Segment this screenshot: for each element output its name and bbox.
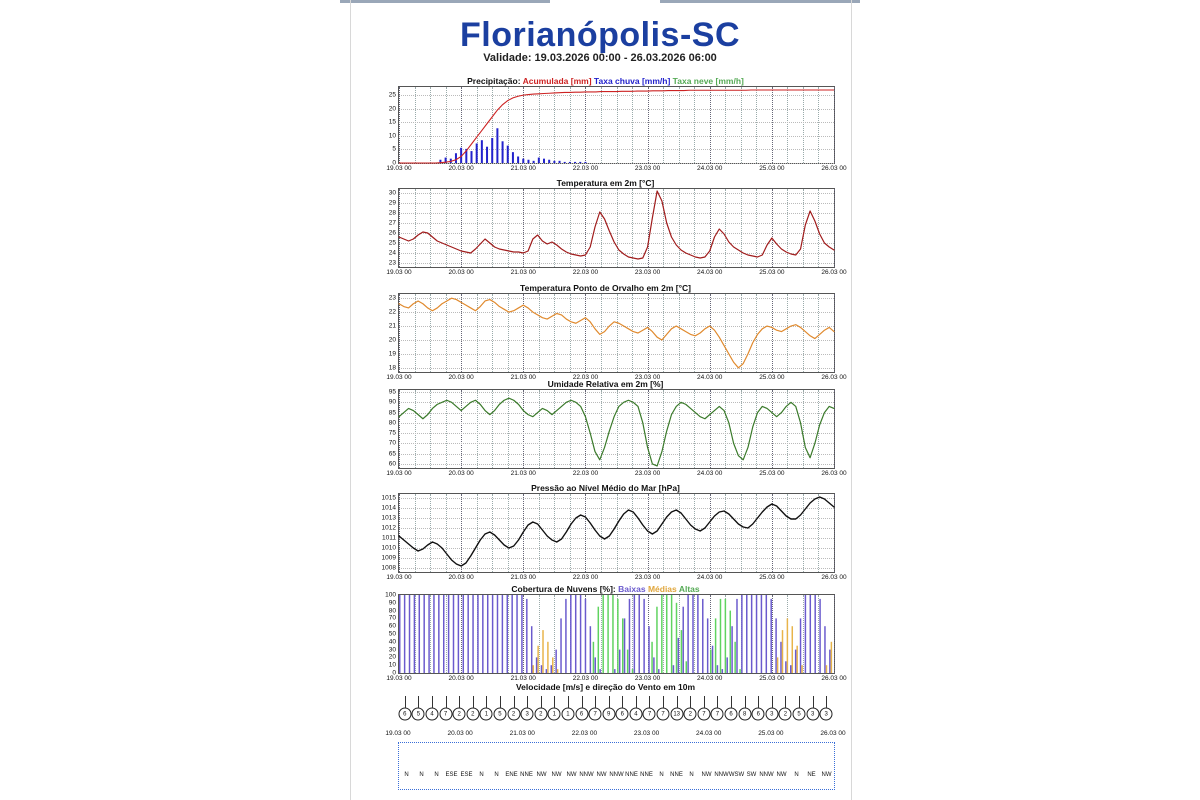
wind-direction-label: NW bbox=[566, 772, 577, 778]
wind-barb bbox=[486, 696, 487, 708]
validity-text: Validade: 19.03.2026 00:00 - 26.03.2026 06:00 bbox=[483, 52, 717, 64]
clouds-plot bbox=[385, 591, 847, 682]
wind-barb bbox=[745, 696, 746, 708]
wind-barb bbox=[432, 696, 433, 708]
x-axis-tick-label: 21.03 00 bbox=[510, 165, 536, 172]
wind-speed-marker: 7 bbox=[439, 708, 452, 721]
y-axis-tick-label: 19 bbox=[388, 350, 396, 358]
y-axis-tick-label: 65 bbox=[388, 450, 396, 458]
plot-pres-series bbox=[399, 494, 834, 572]
panel-temperature-title: Temperatura em 2m [°C] bbox=[556, 178, 655, 188]
wind-direction-label: NNW bbox=[609, 772, 624, 778]
y-axis-tick-label: 30 bbox=[388, 189, 396, 197]
page-title: Florianópolis-SC bbox=[460, 16, 740, 54]
wind-speed-marker: 2 bbox=[466, 708, 479, 721]
gridline-vertical bbox=[834, 189, 835, 267]
wind-barb bbox=[582, 696, 583, 708]
wind-direction-label: N bbox=[689, 772, 694, 778]
y-axis-tick-label: 80 bbox=[388, 607, 396, 615]
x-axis-tick-label: 26.03 00 bbox=[821, 374, 847, 381]
wind-speed-marker: 4 bbox=[425, 708, 438, 721]
wind-speed-marker: 2 bbox=[684, 708, 697, 721]
x-axis-tick-label: 20.03 00 bbox=[448, 574, 474, 581]
x-axis-tick-label: 21.03 00 bbox=[510, 574, 536, 581]
wind-barb bbox=[514, 696, 515, 708]
clouds-legend-mid: Médias bbox=[647, 584, 677, 594]
y-axis-tick-label: 1010 bbox=[381, 544, 396, 552]
window-top-strip bbox=[0, 0, 1200, 4]
panel-precipitation bbox=[378, 76, 847, 176]
x-axis-tick-label: 26.03 00 bbox=[821, 165, 847, 172]
panel-precipitation-title bbox=[378, 76, 833, 86]
wind-direction-label: NW bbox=[776, 772, 787, 778]
y-axis-tick-label: 100 bbox=[385, 591, 396, 599]
y-axis-tick-label: 24 bbox=[388, 249, 396, 257]
wind-direction-label: NW bbox=[536, 772, 547, 778]
wind-barb bbox=[459, 696, 460, 708]
wind-direction-label: NNE bbox=[640, 772, 653, 778]
wind-direction-label: ESE bbox=[445, 772, 458, 778]
gridline-vertical bbox=[834, 294, 835, 372]
x-axis-tick-label: 22.03 00 bbox=[571, 730, 598, 737]
wind-direction-label: WSW bbox=[728, 772, 745, 778]
x-axis-tick-label: 23.03 00 bbox=[633, 730, 660, 737]
x-axis-tick-label: 21.03 00 bbox=[510, 675, 536, 682]
x-axis-tick-label: 22.03 00 bbox=[572, 675, 599, 682]
x-axis-tick-label: 22.03 00 bbox=[572, 374, 599, 381]
x-axis-tick-label: 25.03 00 bbox=[759, 574, 785, 581]
x-axis-tick-label: 24.03 00 bbox=[697, 470, 723, 477]
wind-direction-box bbox=[398, 742, 835, 790]
wind-speed-marker: 7 bbox=[711, 708, 724, 721]
x-axis-tick-label: 21.03 00 bbox=[510, 374, 536, 381]
wind-barb bbox=[568, 696, 569, 708]
wind-direction-label: ESE bbox=[460, 772, 473, 778]
wind-speed-marker: 5 bbox=[412, 708, 425, 721]
y-axis-tick-label: 75 bbox=[388, 429, 396, 437]
wind-barb bbox=[758, 696, 759, 708]
panel-pressure bbox=[378, 483, 847, 581]
wind-speed-marker: 7 bbox=[657, 708, 670, 721]
y-axis-tick-label: 15 bbox=[388, 118, 396, 126]
y-axis-tick-label: 26 bbox=[388, 229, 396, 237]
wind-direction-label: N bbox=[494, 772, 499, 778]
wind-speed-marker: 7 bbox=[589, 708, 602, 721]
gridline-horizontal bbox=[399, 163, 834, 164]
wind-speed-marker: 7 bbox=[697, 708, 710, 721]
y-axis-tick-label: 90 bbox=[388, 398, 396, 406]
y-axis-tick-label: 80 bbox=[388, 419, 396, 427]
gridline-vertical bbox=[834, 595, 835, 673]
wind-barb bbox=[595, 696, 596, 708]
plot-dew-series bbox=[399, 294, 834, 372]
x-axis-tick-label: 24.03 00 bbox=[697, 269, 723, 276]
x-axis-tick-label: 23.03 00 bbox=[634, 165, 661, 172]
wind-barb bbox=[704, 696, 705, 708]
y-axis-tick-label: 1013 bbox=[381, 514, 396, 522]
y-axis-tick-label: 90 bbox=[388, 599, 396, 607]
x-axis-tick-label: 24.03 00 bbox=[696, 730, 722, 737]
pressure-plot bbox=[381, 493, 847, 581]
x-axis-tick-label: 20.03 00 bbox=[448, 675, 474, 682]
x-axis-tick-label: 24.03 00 bbox=[697, 574, 723, 581]
wind-speed-marker: 9 bbox=[602, 708, 615, 721]
wind-direction-label: ENE bbox=[505, 772, 518, 778]
panel-clouds bbox=[378, 584, 847, 682]
x-axis-tick-label: 19.03 00 bbox=[386, 165, 412, 172]
x-axis-tick-label: 25.03 00 bbox=[759, 675, 785, 682]
panel-dewpoint-title: Temperatura Ponto de Orvalho em 2m [°C] bbox=[520, 283, 691, 293]
x-axis-tick-label: 20.03 00 bbox=[447, 730, 473, 737]
wind-barb bbox=[554, 696, 555, 708]
wind-barb bbox=[500, 696, 501, 708]
x-axis-tick-label: 22.03 00 bbox=[572, 269, 599, 276]
wind-speed-marker: 13 bbox=[670, 708, 683, 721]
dewpoint-plot bbox=[386, 293, 847, 381]
temperature-plot bbox=[386, 188, 847, 276]
wind-speed-marker: 2 bbox=[779, 708, 792, 721]
wind-speed-marker: 6 bbox=[725, 708, 738, 721]
wind-speed-marker: 8 bbox=[738, 708, 751, 721]
wind-barb bbox=[717, 696, 718, 708]
wind-direction-label: NW bbox=[701, 772, 712, 778]
wind-barb bbox=[731, 696, 732, 708]
y-axis-tick-label: 27 bbox=[388, 219, 396, 227]
y-axis-tick-label: 10 bbox=[388, 132, 396, 140]
wind-speed-marker: 3 bbox=[765, 708, 778, 721]
y-axis-tick-label: 21 bbox=[388, 322, 396, 330]
wind-speed-marker: 5 bbox=[493, 708, 506, 721]
y-axis-tick-label: 60 bbox=[388, 622, 396, 630]
y-axis-tick-label: 30 bbox=[388, 646, 396, 654]
wind-barb bbox=[622, 696, 623, 708]
x-axis-tick-label: 21.03 00 bbox=[510, 269, 536, 276]
wind-barb bbox=[649, 696, 650, 708]
wind-speed-marker: 6 bbox=[752, 708, 765, 721]
wind-speed-marker: 3 bbox=[820, 708, 833, 721]
wind-speed-marker: 1 bbox=[561, 708, 574, 721]
x-axis-tick-label: 20.03 00 bbox=[448, 165, 474, 172]
y-axis-tick-label: 1008 bbox=[381, 564, 396, 572]
y-axis-tick-label: 10 bbox=[388, 661, 396, 669]
y-axis-tick-label: 85 bbox=[388, 409, 396, 417]
precip-title-prefix: Precipitação: bbox=[467, 76, 523, 86]
humidity-plot bbox=[386, 388, 847, 477]
precipitation-plot bbox=[386, 86, 847, 172]
wind-speed-marker: 3 bbox=[806, 708, 819, 721]
x-axis-tick-label: 25.03 00 bbox=[759, 165, 785, 172]
x-axis-tick-label: 26.03 00 bbox=[821, 269, 847, 276]
wind-direction-label: NW bbox=[596, 772, 607, 778]
x-axis-tick-label: 23.03 00 bbox=[634, 574, 661, 581]
x-axis-tick-label: 25.03 00 bbox=[759, 470, 785, 477]
wind-direction-label: NW bbox=[551, 772, 562, 778]
plot-temp-series bbox=[399, 189, 834, 267]
wind-barb bbox=[813, 696, 814, 708]
y-axis-tick-label: 1011 bbox=[382, 534, 396, 542]
x-axis-tick-label: 22.03 00 bbox=[572, 574, 599, 581]
x-axis-tick-label: 26.03 00 bbox=[821, 574, 847, 581]
wind-speed-marker: 1 bbox=[548, 708, 561, 721]
y-axis-tick-label: 22 bbox=[388, 308, 396, 316]
wind-speed-marker: 4 bbox=[629, 708, 642, 721]
y-axis-tick-label: 70 bbox=[388, 614, 396, 622]
wind-direction-label: NNE bbox=[670, 772, 683, 778]
wind-speed-marker: 6 bbox=[575, 708, 588, 721]
wind-speed-marker: 2 bbox=[507, 708, 520, 721]
wind-barb bbox=[690, 696, 691, 708]
y-axis-tick-label: 25 bbox=[388, 91, 396, 99]
x-axis-tick-label: 23.03 00 bbox=[634, 269, 661, 276]
plot-rh-series bbox=[399, 390, 834, 468]
y-axis-tick-label: 70 bbox=[388, 439, 396, 447]
y-axis-tick-label: 50 bbox=[388, 630, 396, 638]
wind-direction-label: NNW bbox=[714, 772, 729, 778]
wind-speed-marker: 3 bbox=[521, 708, 534, 721]
x-axis-tick-label: 20.03 00 bbox=[448, 374, 474, 381]
wind-barb bbox=[446, 696, 447, 708]
x-axis-tick-label: 20.03 00 bbox=[448, 470, 474, 477]
y-axis-tick-label: 28 bbox=[388, 209, 396, 217]
panel-humidity bbox=[378, 379, 847, 477]
y-axis-tick-label: 25 bbox=[388, 239, 396, 247]
wind-speed-marker: 7 bbox=[643, 708, 656, 721]
x-axis-tick-label: 26.03 00 bbox=[820, 730, 846, 737]
wind-direction-label: NNE bbox=[625, 772, 638, 778]
x-axis-tick-label: 19.03 00 bbox=[386, 269, 412, 276]
panel-humidity-title: Umidade Relativa em 2m [%] bbox=[547, 379, 664, 389]
x-axis-tick-label: 20.03 00 bbox=[448, 269, 474, 276]
y-axis-tick-label: 20 bbox=[388, 653, 396, 661]
wind-direction-label: SW bbox=[746, 772, 757, 778]
x-axis-tick-label: 22.03 00 bbox=[572, 470, 599, 477]
wind-barb bbox=[609, 696, 610, 708]
x-axis-tick-label: 24.03 00 bbox=[697, 675, 723, 682]
panel-clouds-title bbox=[378, 584, 833, 594]
panel-temperature bbox=[378, 178, 847, 276]
x-axis-tick-label: 23.03 00 bbox=[634, 675, 661, 682]
y-axis-tick-label: 95 bbox=[388, 388, 396, 396]
precip-legend-accum: Acumulada [mm] bbox=[522, 76, 592, 86]
panel-dewpoint bbox=[378, 283, 847, 381]
y-axis-tick-label: 29 bbox=[388, 199, 396, 207]
wind-barb bbox=[541, 696, 542, 708]
wind-speed-marker: 6 bbox=[398, 708, 411, 721]
y-axis-tick-label: 20 bbox=[388, 336, 396, 344]
y-axis-tick-label: 5 bbox=[392, 145, 396, 153]
y-axis-tick-label: 20 bbox=[388, 105, 396, 113]
wind-direction-label: NE bbox=[807, 772, 816, 778]
plot-clouds-series bbox=[399, 595, 834, 673]
x-axis-tick-label: 21.03 00 bbox=[509, 730, 535, 737]
x-axis-tick-label: 19.03 00 bbox=[386, 574, 412, 581]
x-axis-tick-label: 19.03 00 bbox=[386, 470, 412, 477]
x-axis-tick-label: 21.03 00 bbox=[510, 470, 536, 477]
x-axis-tick-label: 26.03 00 bbox=[821, 470, 847, 477]
clouds-legend-low: Baixas bbox=[618, 584, 646, 594]
wind-direction-label: N bbox=[419, 772, 424, 778]
wind-axis bbox=[385, 730, 846, 740]
x-axis-tick-label: 25.03 00 bbox=[758, 730, 784, 737]
wind-barb bbox=[473, 696, 474, 708]
y-axis-tick-label: 18 bbox=[388, 364, 396, 372]
gridline-vertical bbox=[834, 494, 835, 572]
wind-direction-label: NNE bbox=[520, 772, 533, 778]
wind-direction-label: NW bbox=[821, 772, 832, 778]
wind-speed-row bbox=[398, 694, 833, 728]
x-axis-tick-label: 25.03 00 bbox=[759, 374, 785, 381]
y-axis-tick-label: 1009 bbox=[381, 554, 396, 562]
clouds-title-prefix: Cobertura de Nuvens [%]: bbox=[511, 584, 619, 594]
x-axis-tick-label: 19.03 00 bbox=[386, 374, 412, 381]
wind-direction-label: N bbox=[479, 772, 484, 778]
x-axis-tick-label: 23.03 00 bbox=[634, 470, 661, 477]
gridline-vertical bbox=[834, 390, 835, 468]
precip-legend-snow: Taxa neve [mm/h] bbox=[672, 76, 744, 86]
y-axis-tick-label: 40 bbox=[388, 638, 396, 646]
x-axis-tick-label: 26.03 00 bbox=[821, 675, 847, 682]
wind-barb bbox=[799, 696, 800, 708]
panel-pressure-title: Pressão ao Nível Médio do Mar [hPa] bbox=[531, 483, 680, 493]
clouds-legend-high: Altas bbox=[678, 584, 700, 594]
x-axis-tick-label: 23.03 00 bbox=[634, 374, 661, 381]
wind-barb bbox=[772, 696, 773, 708]
wind-barb bbox=[405, 696, 406, 708]
wind-speed-marker: 1 bbox=[480, 708, 493, 721]
y-axis-tick-label: 60 bbox=[388, 460, 396, 468]
y-axis-tick-label: 23 bbox=[388, 294, 396, 302]
panel-wind bbox=[378, 682, 846, 792]
plot-precip-series bbox=[399, 87, 834, 163]
y-axis-tick-label: 1015 bbox=[381, 494, 396, 502]
x-axis-tick-label: 22.03 00 bbox=[572, 165, 599, 172]
wind-direction-label: N bbox=[794, 772, 799, 778]
y-axis-tick-label: 1012 bbox=[381, 524, 396, 532]
y-axis-tick-label: 23 bbox=[388, 259, 396, 267]
panel-wind-title: Velocidade [m/s] e direção do Vento em 10m bbox=[515, 682, 696, 692]
wind-direction-label: N bbox=[434, 772, 439, 778]
wind-barb bbox=[677, 696, 678, 708]
x-axis-tick-label: 19.03 00 bbox=[386, 675, 412, 682]
wind-barb bbox=[418, 696, 419, 708]
y-axis-tick-label: 0 bbox=[392, 159, 396, 167]
wind-speed-marker: 5 bbox=[793, 708, 806, 721]
wind-barb bbox=[826, 696, 827, 708]
wind-direction-label: N bbox=[659, 772, 664, 778]
y-axis-tick-label: 0 bbox=[392, 669, 396, 677]
wind-barb bbox=[636, 696, 637, 708]
gridline-vertical bbox=[834, 87, 835, 163]
wind-barb bbox=[663, 696, 664, 708]
x-axis-tick-label: 24.03 00 bbox=[697, 374, 723, 381]
precip-legend-rain: Taxa chuva [mm/h] bbox=[593, 76, 671, 86]
wind-barb bbox=[785, 696, 786, 708]
wind-direction-label: NNW bbox=[759, 772, 774, 778]
wind-speed-marker: 6 bbox=[616, 708, 629, 721]
wind-speed-marker: 2 bbox=[534, 708, 547, 721]
x-axis-tick-label: 25.03 00 bbox=[759, 269, 785, 276]
x-axis-tick-label: 19.03 00 bbox=[385, 730, 411, 737]
wind-direction-label: NNW bbox=[579, 772, 594, 778]
wind-speed-marker: 2 bbox=[453, 708, 466, 721]
wind-direction-label: N bbox=[404, 772, 409, 778]
x-axis-tick-label: 24.03 00 bbox=[697, 165, 723, 172]
wind-barb bbox=[527, 696, 528, 708]
y-axis-tick-label: 1014 bbox=[381, 504, 396, 512]
